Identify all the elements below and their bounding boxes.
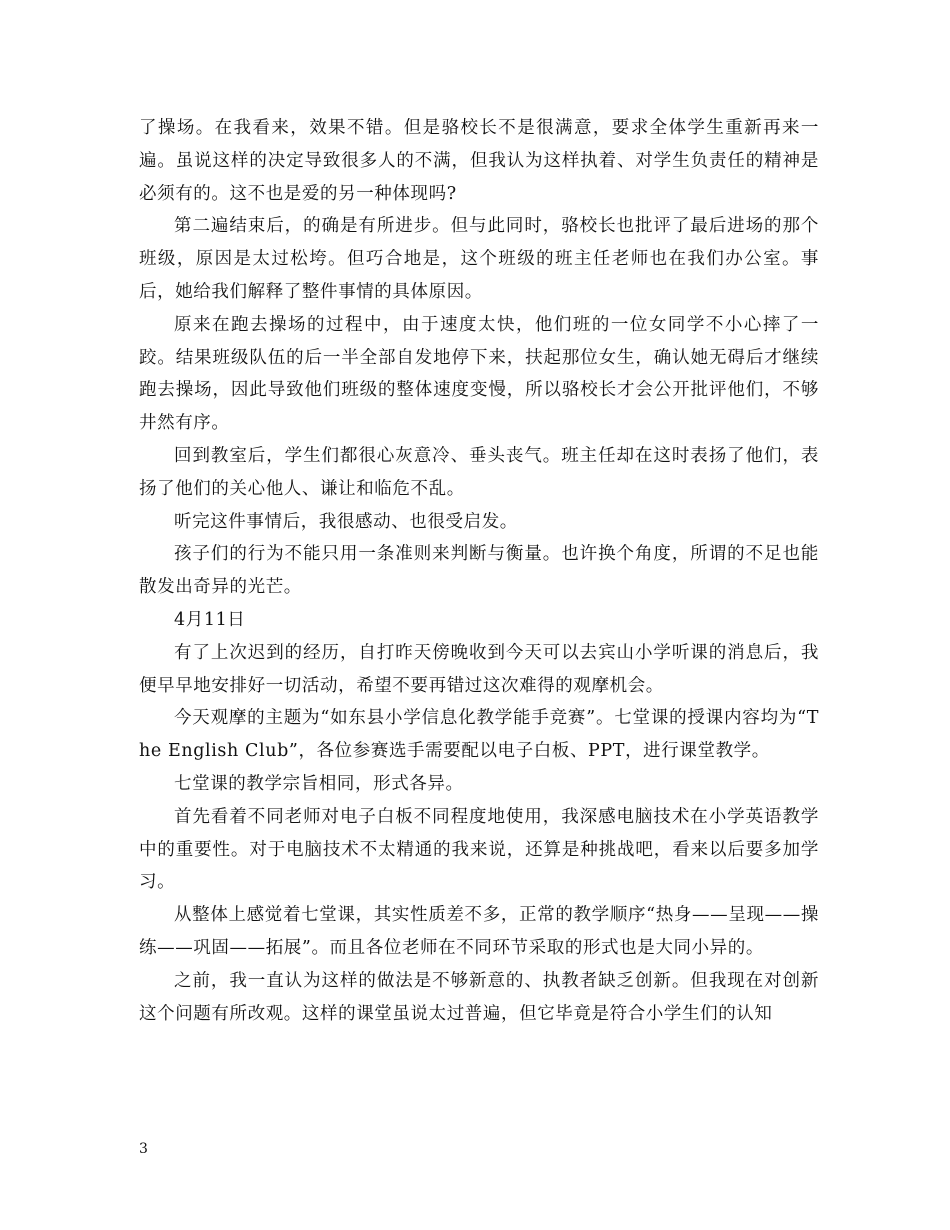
paragraph: 七堂课的教学宗旨相同，形式各异。: [174, 773, 464, 794]
date-heading: 4月11日: [174, 609, 246, 630]
paragraph: 有了上次迟到的经历，自打昨天傍晚收到今天可以去宾山小学听课的消息后，我便早早地安排好一切活动，希望不要再错过这次难得的观摩机会。: [139, 642, 819, 696]
page-number: 3: [139, 1141, 148, 1157]
paragraph: 原来在跑去操场的过程中，由于速度太快，他们班的一位女同学不小心摔了一跤。结果班级队伍的后一半全部自发地停下来，扶起那位女生，确认她无碍后才继续跑去操场，因此导致他们班级的整体速度变慢，所以骆校长才会公开批评他们，不够井然有序。: [139, 314, 819, 434]
paragraph: 第二遍结束后，的确是有所进步。但与此同时，骆校长也批评了最后进场的那个班级，原因是太过松垮。但巧合地是，这个班级的班主任老师也在我们办公室。事后，她给我们解释了整件事情的具体原因。: [139, 216, 819, 302]
paragraph: 了操场。在我看来，效果不错。但是骆校长不是很满意，要求全体学生重新再来一遍。虽说这样的决定导致很多人的不满，但我认为这样执着、对学生负责任的精神是必须有的。这不也是爱的另一种体现吗?: [139, 118, 819, 204]
paragraph: 今天观摩的主题为“如东县小学信息化教学能手竞赛”。七堂课的授课内容均为“The English Club”，各位参赛选手需要配以电子白板、PPT，进行课堂教学。: [139, 708, 819, 762]
paragraph: 首先看着不同老师对电子白板不同程度地使用，我深感电脑技术在小学英语教学中的重要性。对于电脑技术不太精通的我来说，还算是种挑战吧，看来以后要多加学习。: [139, 806, 819, 893]
paragraph: 从整体上感觉着七堂课，其实性质差不多，正常的教学顺序“热身——呈现——操练——巩固——拓展”。而且各位老师在不同环节采取的形式也是大同小异的。: [139, 905, 819, 958]
body-text: [139, 112, 819, 1030]
paragraph: 回到教室后，学生们都很心灰意冷、垂头丧气。班主任却在这时表扬了他们，表扬了他们的关心他人、谦让和临危不乱。: [139, 445, 819, 499]
paragraph: 听完这件事情后，我很感动、也很受启发。: [174, 511, 518, 532]
paragraph: 孩子们的行为不能只用一条准则来判断与衡量。也许换个角度，所谓的不足也能散发出奇异的光芒。: [139, 544, 819, 598]
paragraph: 之前，我一直认为这样的做法是不够新意的、执教者缺乏创新。但我现在对创新这个问题有所改观。这样的课堂虽说太过普遍，但它毕竟是符合小学生们的认知: [139, 970, 819, 1024]
